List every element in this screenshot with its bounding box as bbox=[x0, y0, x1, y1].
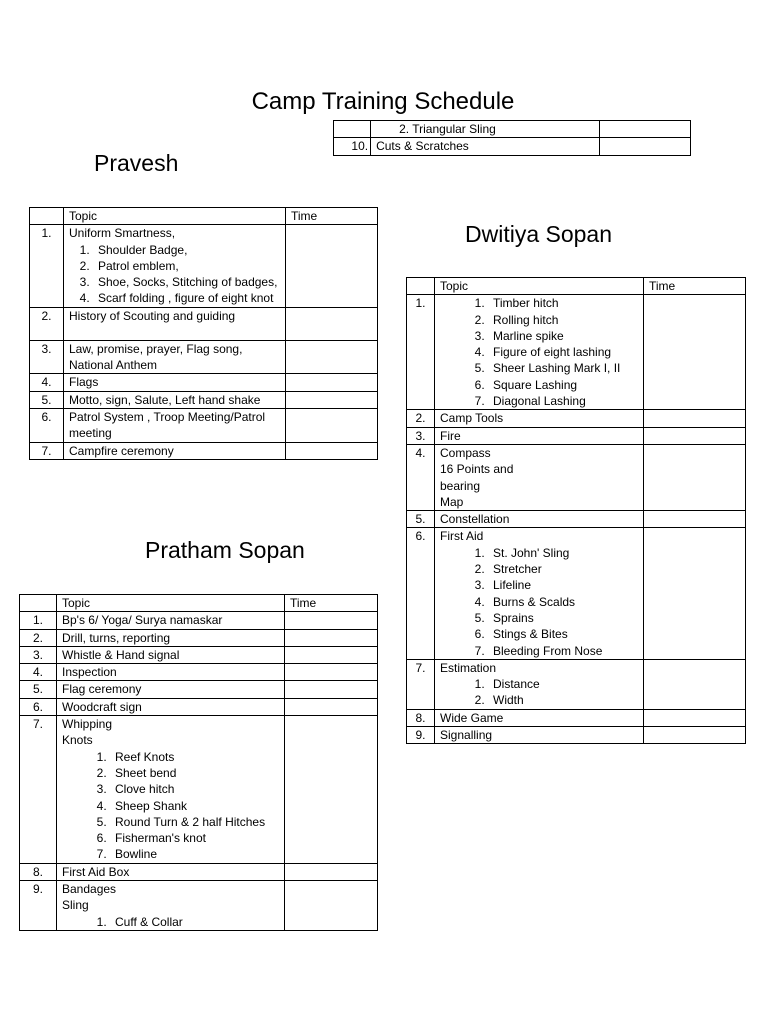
row-time bbox=[599, 138, 690, 155]
list-item: 3. Clove hitch bbox=[110, 781, 279, 797]
row-topic bbox=[435, 528, 644, 659]
list-item: 4. Figure of eight lashing bbox=[488, 344, 638, 360]
row-number: 3. bbox=[20, 646, 57, 663]
topic-text: First Aid bbox=[440, 529, 484, 544]
row-topic bbox=[57, 881, 285, 931]
topic-text: Knots bbox=[62, 733, 93, 748]
row-topic bbox=[435, 295, 644, 410]
row-time bbox=[285, 646, 378, 663]
row-number: 5. bbox=[20, 681, 57, 698]
row-topic bbox=[435, 659, 644, 709]
list-item: 7. Bowline bbox=[110, 846, 279, 862]
row-topic: Drill, turns, reporting bbox=[57, 629, 285, 646]
row-topic: Whistle & Hand signal bbox=[57, 646, 285, 663]
row-topic: Fire bbox=[435, 427, 644, 444]
row-number: 9. bbox=[407, 727, 435, 744]
table-row bbox=[20, 629, 378, 646]
list-item: 7. Bleeding From Nose bbox=[488, 643, 638, 659]
list-item: 7. Diagonal Lashing bbox=[488, 393, 638, 409]
topic-text: Compass bbox=[440, 445, 491, 460]
list-item: 1. Shoulder Badge, bbox=[93, 242, 280, 258]
row-topic: Constellation bbox=[435, 511, 644, 528]
row-number: 6. bbox=[20, 698, 57, 715]
table-row bbox=[30, 340, 378, 374]
table-row bbox=[20, 681, 378, 698]
column-header-time: Time bbox=[286, 208, 378, 225]
row-topic: First Aid Box bbox=[57, 863, 285, 880]
table-row bbox=[20, 664, 378, 681]
table-row bbox=[20, 612, 378, 629]
row-topic: Law, promise, prayer, Flag song, National Anthem bbox=[64, 340, 286, 374]
row-number: 9. bbox=[20, 881, 57, 931]
list-item: 2. Patrol emblem, bbox=[93, 258, 280, 274]
table-row bbox=[30, 442, 378, 459]
table-row bbox=[407, 727, 746, 744]
table-row bbox=[334, 121, 691, 138]
row-number: 2. bbox=[407, 410, 435, 427]
sub-list bbox=[440, 295, 638, 409]
table-row bbox=[20, 698, 378, 715]
row-topic: Camp Tools bbox=[435, 410, 644, 427]
row-number: 4. bbox=[407, 444, 435, 510]
row-time bbox=[285, 863, 378, 880]
row-number: 3. bbox=[30, 340, 64, 374]
table-header-row bbox=[20, 595, 378, 612]
column-header-topic: Topic bbox=[64, 208, 286, 225]
column-header-topic: Topic bbox=[435, 278, 644, 295]
row-number: 6. bbox=[407, 528, 435, 659]
sub-list bbox=[62, 914, 279, 930]
row-number: 8. bbox=[407, 709, 435, 726]
pravesh-table bbox=[29, 207, 378, 460]
row-topic: Cuts & Scratches bbox=[371, 138, 600, 155]
table-header-row bbox=[30, 208, 378, 225]
list-item: 2. Rolling hitch bbox=[488, 312, 638, 328]
page-title: Camp Training Schedule bbox=[251, 88, 515, 115]
sub-list bbox=[62, 749, 279, 863]
pratham-table bbox=[19, 594, 378, 931]
list-item: 1. St. John' Sling bbox=[488, 545, 638, 561]
list-item: 3. Lifeline bbox=[488, 577, 638, 593]
list-item: 6. Fisherman's knot bbox=[110, 830, 279, 846]
row-number: 5. bbox=[407, 511, 435, 528]
table-row bbox=[407, 511, 746, 528]
table-row bbox=[20, 881, 378, 931]
row-topic: Woodcraft sign bbox=[57, 698, 285, 715]
topic-text: Whipping bbox=[62, 717, 113, 732]
row-topic: Wide Game bbox=[435, 709, 644, 726]
table-row bbox=[30, 374, 378, 391]
list-item: 2. Sheet bend bbox=[110, 765, 279, 781]
pravesh-heading: Pravesh bbox=[94, 150, 179, 176]
list-item: 3. Marline spike bbox=[488, 328, 638, 344]
row-number: 7. bbox=[407, 659, 435, 709]
row-time bbox=[599, 121, 690, 138]
row-time bbox=[285, 716, 378, 864]
row-number: 7. bbox=[20, 716, 57, 864]
row-time bbox=[644, 410, 746, 427]
continuation-table bbox=[333, 120, 691, 156]
table-row bbox=[407, 295, 746, 410]
row-number: 3. bbox=[407, 427, 435, 444]
row-time bbox=[644, 444, 746, 510]
table-row bbox=[407, 410, 746, 427]
row-time bbox=[644, 295, 746, 410]
row-number: 1. bbox=[20, 612, 57, 629]
row-time bbox=[644, 427, 746, 444]
table-row bbox=[407, 659, 746, 709]
row-topic bbox=[57, 716, 285, 864]
row-topic: Inspection bbox=[57, 664, 285, 681]
row-time bbox=[644, 511, 746, 528]
row-time bbox=[644, 659, 746, 709]
list-item: 5. Sheer Lashing Mark I, II bbox=[488, 360, 638, 376]
sub-list bbox=[440, 676, 638, 709]
topic-text: Map bbox=[440, 494, 464, 509]
table-row bbox=[407, 427, 746, 444]
row-time bbox=[644, 528, 746, 659]
list-item: 2. Stretcher bbox=[488, 561, 638, 577]
pratham-heading: Pratham Sopan bbox=[145, 537, 305, 563]
list-item: 1. Distance bbox=[488, 676, 638, 692]
row-time bbox=[286, 374, 378, 391]
list-item: 4. Scarf folding , figure of eight knot bbox=[93, 290, 280, 306]
row-number: 1. bbox=[30, 225, 64, 307]
topic-text: bearing bbox=[440, 478, 481, 493]
list-item: 4. Sheep Shank bbox=[110, 798, 279, 814]
topic-text: Bandages bbox=[62, 882, 117, 897]
row-topic: Signalling bbox=[435, 727, 644, 744]
table-row bbox=[30, 225, 378, 307]
row-time bbox=[285, 612, 378, 629]
row-time bbox=[285, 881, 378, 931]
row-time bbox=[286, 225, 378, 307]
row-time bbox=[285, 629, 378, 646]
row-time bbox=[285, 664, 378, 681]
table-row bbox=[20, 716, 378, 864]
list-item: 5. Sprains bbox=[488, 610, 638, 626]
row-time bbox=[286, 391, 378, 408]
topic-text: 16 Points and bbox=[440, 462, 514, 477]
table-row bbox=[334, 138, 691, 155]
row-topic: Patrol System , Troop Meeting/Patrol meeting bbox=[64, 408, 286, 442]
table-row bbox=[407, 709, 746, 726]
row-time bbox=[286, 307, 378, 340]
table-row bbox=[20, 863, 378, 880]
row-topic: Bp's 6/ Yoga/ Surya namaskar bbox=[57, 612, 285, 629]
list-item: 5. Round Turn & 2 half Hitches bbox=[110, 814, 279, 830]
list-item: 4. Burns & Scalds bbox=[488, 594, 638, 610]
table-header-row bbox=[407, 278, 746, 295]
row-number: 5. bbox=[30, 391, 64, 408]
row-number: 8. bbox=[20, 863, 57, 880]
table-row bbox=[30, 408, 378, 442]
row-topic: Flag ceremony bbox=[57, 681, 285, 698]
list-item: 2. Width bbox=[488, 692, 638, 708]
topic-text: Uniform Smartness, bbox=[69, 226, 176, 241]
row-topic: Flags bbox=[64, 374, 286, 391]
column-header-time: Time bbox=[285, 595, 378, 612]
column-header-topic: Topic bbox=[57, 595, 285, 612]
table-row bbox=[20, 646, 378, 663]
topic-text: Sling bbox=[62, 898, 89, 913]
row-time bbox=[644, 709, 746, 726]
row-time bbox=[644, 727, 746, 744]
row-time bbox=[285, 698, 378, 715]
row-number: 2. bbox=[30, 307, 64, 340]
dwitiya-heading: Dwitiya Sopan bbox=[465, 221, 613, 247]
sub-list bbox=[69, 242, 280, 307]
row-topic bbox=[435, 444, 644, 510]
row-topic: Campfire ceremony bbox=[64, 442, 286, 459]
row-number: 7. bbox=[30, 442, 64, 459]
column-header-time: Time bbox=[644, 278, 746, 295]
list-item: 6. Stings & Bites bbox=[488, 626, 638, 642]
row-number: 4. bbox=[20, 664, 57, 681]
row-number: 4. bbox=[30, 374, 64, 391]
list-item: 6. Square Lashing bbox=[488, 377, 638, 393]
table-row bbox=[30, 307, 378, 340]
list-item: 3. Shoe, Socks, Stitching of badges, bbox=[93, 274, 280, 290]
topic-text: Estimation bbox=[440, 660, 497, 675]
table-row bbox=[407, 528, 746, 659]
list-item: 1. Reef Knots bbox=[110, 749, 279, 765]
row-topic: Motto, sign, Salute, Left hand shake bbox=[64, 391, 286, 408]
dwitiya-table bbox=[406, 277, 746, 744]
list-item: 1. Timber hitch bbox=[488, 295, 638, 311]
row-time bbox=[286, 442, 378, 459]
row-number bbox=[334, 121, 371, 138]
table-row bbox=[407, 444, 746, 510]
row-topic bbox=[64, 225, 286, 307]
sub-list bbox=[440, 545, 638, 659]
row-time bbox=[286, 340, 378, 374]
row-topic: History of Scouting and guiding bbox=[64, 307, 286, 340]
row-number: 2. bbox=[20, 629, 57, 646]
row-number: 1. bbox=[407, 295, 435, 410]
row-time bbox=[285, 681, 378, 698]
row-number: 6. bbox=[30, 408, 64, 442]
table-row bbox=[30, 391, 378, 408]
list-item: 1. Cuff & Collar bbox=[110, 914, 279, 930]
row-number: 10. bbox=[334, 138, 371, 155]
row-time bbox=[286, 408, 378, 442]
row-topic: 2. Triangular Sling bbox=[371, 121, 600, 138]
